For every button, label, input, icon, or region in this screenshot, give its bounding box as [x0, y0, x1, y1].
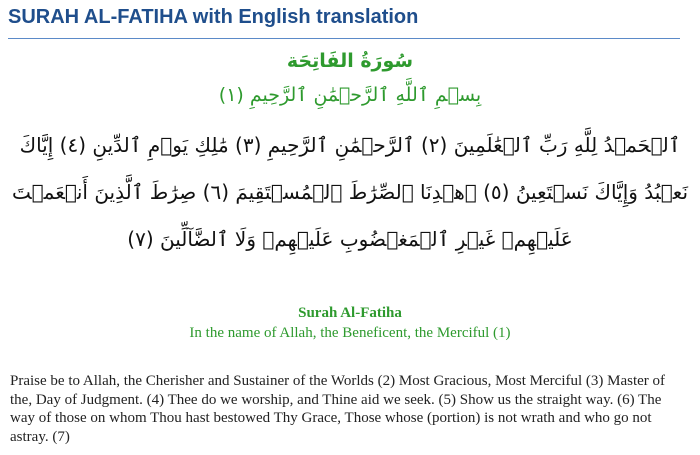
english-surah-title: Surah Al-Fatiha	[298, 305, 402, 321]
arabic-verses-text: ٱلۡحَمۡدُ لِلَّهِ رَبِّ ٱلۡعَٰلَمِينَ (٢) ٱلرَّحۡمَٰنِ ٱلرَّحِيمِ (٣) مَٰلِكِ يَوۡمِ ٱلدِّينِ (٤) إِيَّاكَ نَعۡبُدُ وَإِيَّاكَ نَسۡتَعِينُ (٥) ٱهۡدِنَا ٱلصِّرَٰطَ ٱلۡمُسۡتَقِيمَ (٦) صِرَٰطَ ٱلَّذِينَ أَنۡعَمۡتَ عَلَيۡهِمۡ غَيۡرِ ٱلۡمَغۡضُوبِ عَلَيۡهِمۡ وَلَا ٱلضَّآلِّينَ (٧)	[11, 133, 689, 251]
english-translation-paragraph: Praise be to Allah, the Cherisher and Sustainer of the Worlds (2) Most Gracious, Most Merciful (3) Master of the, Day of Judgment. (4) Thee do we worship, and Thine aid we seek. (5) Show us the straight way. (6) The way of those on whom Thou hast bestowed Thy Grace, Those whose (portion) is not wrath and who go not astray. (7)	[10, 373, 666, 445]
arabic-surah-name: سُورَةُ الفَاتِحَة	[286, 50, 414, 72]
arabic-basmala: بِسۡمِ ٱللَّهِ ٱلرَّحۡمَٰنِ ٱلرَّحِيمِ (١)	[218, 84, 482, 106]
english-basmala: In the name of Allah, the Beneficent, the Merciful (1)	[189, 325, 511, 341]
page-title: SURAH AL-FATIHA with English translation	[8, 6, 419, 28]
title-underline-divider	[8, 38, 680, 39]
